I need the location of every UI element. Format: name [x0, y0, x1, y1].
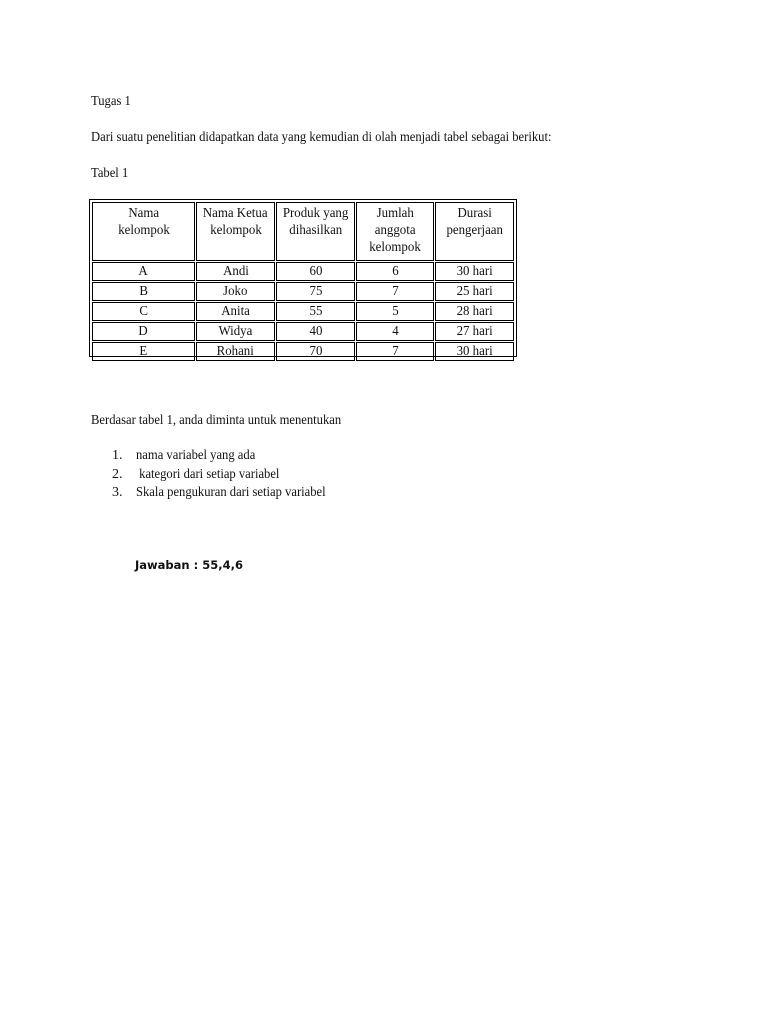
table-caption: Tabel 1 — [91, 166, 129, 181]
cell-text: C — [139, 304, 148, 319]
cell-text: 60 — [309, 264, 322, 279]
table-row — [92, 262, 514, 281]
table-cell — [435, 342, 514, 361]
table-cell — [196, 262, 275, 281]
cell-text: Joko — [223, 284, 248, 299]
table-cell — [435, 282, 514, 301]
table-header-row — [92, 202, 514, 261]
list-item-text: kategori dari setiap variabel — [136, 466, 280, 482]
table-row — [92, 282, 514, 301]
data-table-frame — [89, 199, 517, 357]
list-item — [112, 447, 347, 466]
cell-text: 40 — [309, 324, 322, 339]
table-body — [92, 262, 514, 361]
cell-text: 55 — [309, 304, 322, 319]
list-item-text: Skala pengukuran dari setiap variabel — [136, 485, 326, 500]
table-cell — [435, 262, 514, 281]
header-line: Nama Ketua — [203, 206, 268, 221]
table-cell — [92, 282, 195, 301]
cell-text: Andi — [222, 264, 249, 279]
answer-text: Jawaban : 55,4,6 — [135, 558, 243, 572]
cell-text: 25 hari — [456, 284, 493, 299]
intro-paragraph: Dari suatu penelitian didapatkan data yang kemudian di olah menjadi tabel sebagai berikut: — [91, 130, 552, 145]
table-cell — [356, 282, 434, 301]
table-cell — [92, 302, 195, 321]
table-header-cell — [356, 202, 434, 261]
cell-text: 28 hari — [456, 304, 493, 319]
list-item-number: 2. — [112, 466, 123, 482]
cell-text: E — [139, 344, 148, 359]
cell-text: 5 — [391, 304, 399, 319]
assignment-title: Tugas 1 — [91, 94, 131, 109]
table-cell — [435, 302, 514, 321]
cell-text: 30 hari — [456, 344, 493, 359]
table-cell — [196, 322, 275, 341]
table-header-cell — [196, 202, 275, 261]
table-cell — [356, 322, 434, 341]
header-line: Jumlah — [376, 206, 414, 221]
header-line: pengerjaan — [446, 223, 503, 238]
header-line: Produk yang — [282, 206, 349, 221]
cell-text: 30 hari — [456, 264, 493, 279]
table-cell — [356, 262, 434, 281]
table-header-cell — [435, 202, 514, 261]
cell-text: D — [138, 324, 149, 339]
list-item-number: 3. — [112, 485, 123, 500]
cell-text: 6 — [391, 264, 399, 279]
table-header-cell — [92, 202, 195, 261]
table-cell — [276, 322, 355, 341]
list-item — [112, 466, 347, 485]
header-line: anggota — [374, 223, 416, 238]
list-item-text: nama variabel yang ada — [136, 448, 256, 463]
cell-text: 27 hari — [456, 324, 493, 339]
table-cell — [92, 322, 195, 341]
cell-text: Anita — [221, 304, 250, 319]
cell-text: 70 — [309, 344, 322, 359]
table-row — [92, 342, 514, 361]
list-item — [112, 484, 347, 503]
table-cell — [196, 302, 275, 321]
header-line: kelompok — [209, 223, 262, 238]
table-header-cell — [276, 202, 355, 261]
header-line: Nama — [128, 206, 159, 221]
table-cell — [196, 282, 275, 301]
header-line: kelompok — [117, 223, 170, 238]
table-cell — [356, 342, 434, 361]
cell-text: 7 — [391, 344, 399, 359]
table-row — [92, 322, 514, 341]
list-item-number: 1. — [112, 448, 123, 463]
cell-text: Rohani — [216, 344, 255, 359]
header-line: dihasilkan — [289, 223, 342, 238]
table-row — [92, 302, 514, 321]
data-table — [91, 201, 515, 362]
cell-text: A — [138, 264, 149, 279]
table-cell — [276, 342, 355, 361]
table-cell — [435, 322, 514, 341]
cell-text: 4 — [391, 324, 399, 339]
header-line: kelompok — [369, 240, 421, 255]
cell-text: 75 — [309, 284, 322, 299]
cell-text: B — [139, 284, 148, 299]
table-cell — [276, 262, 355, 281]
table-cell — [92, 342, 195, 361]
table-cell — [356, 302, 434, 321]
task-list — [112, 447, 347, 503]
table-cell — [276, 302, 355, 321]
table-cell — [196, 342, 275, 361]
cell-text: Widya — [218, 324, 253, 339]
question-text: Berdasar tabel 1, anda diminta untuk menentukan — [91, 413, 342, 428]
table-cell — [92, 262, 195, 281]
cell-text: 7 — [391, 284, 399, 299]
table-cell — [276, 282, 355, 301]
header-line: Durasi — [457, 206, 492, 221]
